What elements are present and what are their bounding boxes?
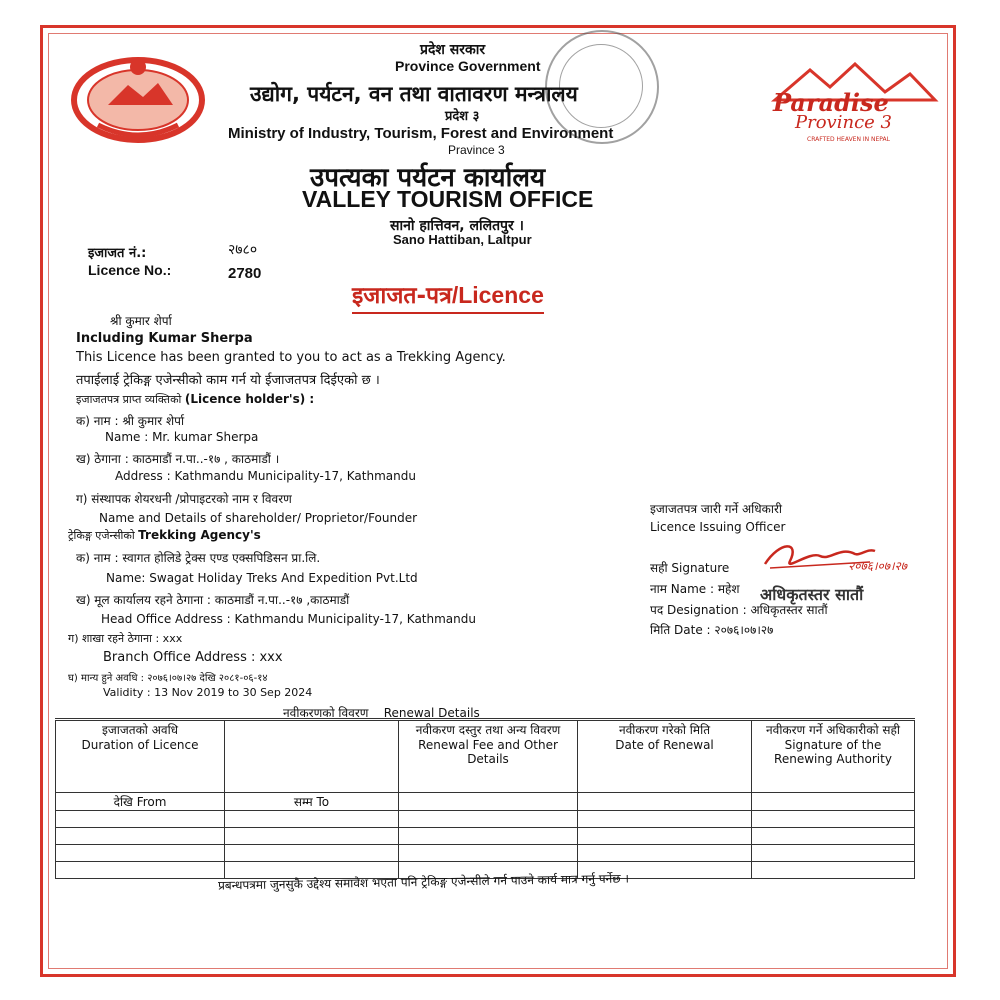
renewal-table xyxy=(55,720,915,879)
agency-name-en: Name: Swagat Holiday Treks And Expedition Pvt.Ltd xyxy=(106,571,418,585)
table-cell xyxy=(399,845,578,862)
branch-office-np: ग) शाखा रहने ठेगाना : xxx xyxy=(68,632,183,645)
col-duration-np: इजाजतको अवधि xyxy=(101,723,179,737)
table-cell xyxy=(56,845,225,862)
ministry-en: Ministry of Industry, Tourism, Forest and Environment xyxy=(228,125,614,142)
col-date-np: नवीकरण गरेको मिति xyxy=(618,723,711,737)
table-cell xyxy=(56,811,225,828)
from-label: देखि From xyxy=(56,793,225,811)
office-name-np: उपत्यका पर्यटन कार्यालय xyxy=(310,163,546,193)
ministry-np: उद्योग, पर्यटन, वन तथा वातावरण मन्त्रालय xyxy=(250,82,578,106)
document-title xyxy=(352,278,544,314)
holder-section-en: (Licence holder's) : xyxy=(184,392,315,406)
shareholder-en: Name and Details of shareholder/ Proprietor/Founder xyxy=(99,511,418,525)
holder-section-heading xyxy=(76,392,314,407)
officer-designation-stamp: अधिकृतस्तर सातौं xyxy=(760,585,864,604)
renewal-divider xyxy=(55,718,915,719)
col-signature-np: नवीकरण गर्ने अधिकारीको सही xyxy=(765,723,900,737)
holder-address-en: Address : Kathmandu Municipality-17, Kathmandu xyxy=(115,469,416,483)
col-duration-header xyxy=(56,721,225,793)
holder-address-np: ख) ठेगाना : काठमाडौं न.पा..-१७ , काठमाडौं । xyxy=(76,452,280,466)
validity-np: घ) मान्य हुने अवधि : २०७६।०७।२७ देखि २०८१-०६-१४ xyxy=(68,673,268,684)
holder-name-np: श्री कुमार शेर्पा xyxy=(110,314,172,328)
col-fee-np: नवीकरण दस्तुर तथा अन्य विवरण xyxy=(415,723,561,737)
table-cell xyxy=(578,793,752,811)
table-cell xyxy=(56,862,225,879)
col-signature-en: Signature of the Renewing Authority xyxy=(774,738,892,766)
licence-no-value-en: 2780 xyxy=(228,265,262,282)
table-cell xyxy=(752,845,915,862)
brand-line2: Province 3 xyxy=(795,112,892,133)
agency-section-heading xyxy=(68,528,261,543)
brand-line1: Paradise xyxy=(773,88,889,117)
holder-name-row-np: क) नाम : श्री कुमार शेर्पा xyxy=(76,414,185,428)
table-cell xyxy=(578,811,752,828)
table-cell xyxy=(399,828,578,845)
granted-statement-en: This Licence has been granted to you to act as a Trekking Agency. xyxy=(76,350,506,365)
office-address-np: सानो हात्तिवन, ललितपुर । xyxy=(390,218,524,234)
signature-handwritten-date: २०७६।०७।२७ xyxy=(848,559,908,573)
col-blank-header xyxy=(225,721,399,793)
branch-office-en: Branch Office Address : xxx xyxy=(103,650,283,665)
holder-name-row-en: Name : Mr. kumar Sherpa xyxy=(105,430,259,444)
renewal-subheader-row xyxy=(56,793,915,811)
office-name-en: VALLEY TOURISM OFFICE xyxy=(302,186,594,212)
paradise-province-logo xyxy=(765,62,940,152)
col-fee-en: Renewal Fee and Other Details xyxy=(418,738,558,766)
table-row xyxy=(56,811,915,828)
renewal-heading-np: नवीकरणको विवरण xyxy=(283,706,369,720)
renewal-heading-en: Renewal Details xyxy=(383,706,480,720)
officer-signature-label: सही Signature xyxy=(650,561,730,575)
brand-tagline: CRAFTED HEAVEN IN NEPAL xyxy=(807,136,890,143)
ministry-sub-np: प्रदेश ३ xyxy=(445,109,480,124)
granted-statement-np: तपाईलाई ट्रेकिङ्ग एजेन्सीको काम गर्न यो ईजाजतपत्र दिईएको छ । xyxy=(76,373,380,388)
table-cell xyxy=(578,828,752,845)
officer-designation-label: पद Designation : अधिकृतस्तर सातौं xyxy=(650,603,828,617)
table-cell xyxy=(752,811,915,828)
table-cell xyxy=(752,828,915,845)
nepal-emblem-icon xyxy=(68,55,208,145)
table-cell xyxy=(225,828,399,845)
col-signature-header xyxy=(752,721,915,793)
licence-no-value-np: २७८० xyxy=(228,242,258,258)
province-number: Pravince 3 xyxy=(448,143,505,157)
col-date-en: Date of Renewal xyxy=(615,738,714,752)
table-cell xyxy=(752,793,915,811)
agency-section-en: Trekking Agency's xyxy=(138,528,261,542)
holder-name-en: Including Kumar Sherpa xyxy=(76,331,253,346)
officer-title-en: Licence Issuing Officer xyxy=(650,520,786,534)
agency-section-np: ट्रेकिङ्ग एजेन्सीको xyxy=(68,529,135,542)
footer-note: प्रबन्धपत्रमा जुनसुकै उद्देश्य समावेश भएता पनि ट्रेकिङ्ग एजेन्सीले गर्न पाउने कार्य मात्र गर्नु पर्नेछ । xyxy=(217,871,630,893)
province-en: Province Government xyxy=(395,58,541,74)
table-row xyxy=(56,828,915,845)
title-np: इजाजत-पत्र xyxy=(352,283,452,309)
holder-section-np: इजाजतपत्र प्राप्त व्यक्तिको xyxy=(76,393,182,406)
table-cell xyxy=(752,862,915,879)
licence-no-label-np: इजाजत नं.: xyxy=(88,246,147,261)
table-cell xyxy=(225,845,399,862)
head-office-en: Head Office Address : Kathmandu Municipality-17, Kathmandu xyxy=(101,612,476,626)
table-cell xyxy=(399,811,578,828)
licence-no-label-en: Licence No.: xyxy=(88,262,172,278)
col-fee-header xyxy=(399,721,578,793)
shareholder-np: ग) संस्थापक शेयरधनी /प्रोपाइटरको नाम र विवरण xyxy=(76,492,292,506)
province-np: प्रदेश सरकार xyxy=(420,42,486,58)
title-en: /Licence xyxy=(451,282,544,308)
officer-date-label: मिति Date : २०७६।०७।२७ xyxy=(650,623,774,637)
validity-en: Validity : 13 Nov 2019 to 30 Sep 2024 xyxy=(103,686,313,699)
to-label: सम्म To xyxy=(225,793,399,811)
agency-name-np: क) नाम : स्वागत होलिडे ट्रेक्स एण्ड एक्सपिडिसन प्रा.लि. xyxy=(76,551,321,565)
table-cell xyxy=(399,793,578,811)
table-cell xyxy=(578,845,752,862)
officer-name-label: नाम Name : महेश xyxy=(650,582,740,596)
office-address-en: Sano Hattiban, Laltpur xyxy=(393,232,532,247)
table-row xyxy=(56,845,915,862)
renewal-header-row xyxy=(56,721,915,793)
col-date-header xyxy=(578,721,752,793)
officer-title-np: इजाजतपत्र जारी गर्ने अधिकारी xyxy=(650,502,782,516)
table-cell xyxy=(56,828,225,845)
head-office-np: ख) मूल कार्यालय रहने ठेगाना : काठमाडौं न.पा..-१७ ,काठमाडौं xyxy=(76,593,350,607)
table-cell xyxy=(225,811,399,828)
col-duration-en: Duration of Licence xyxy=(81,738,199,752)
